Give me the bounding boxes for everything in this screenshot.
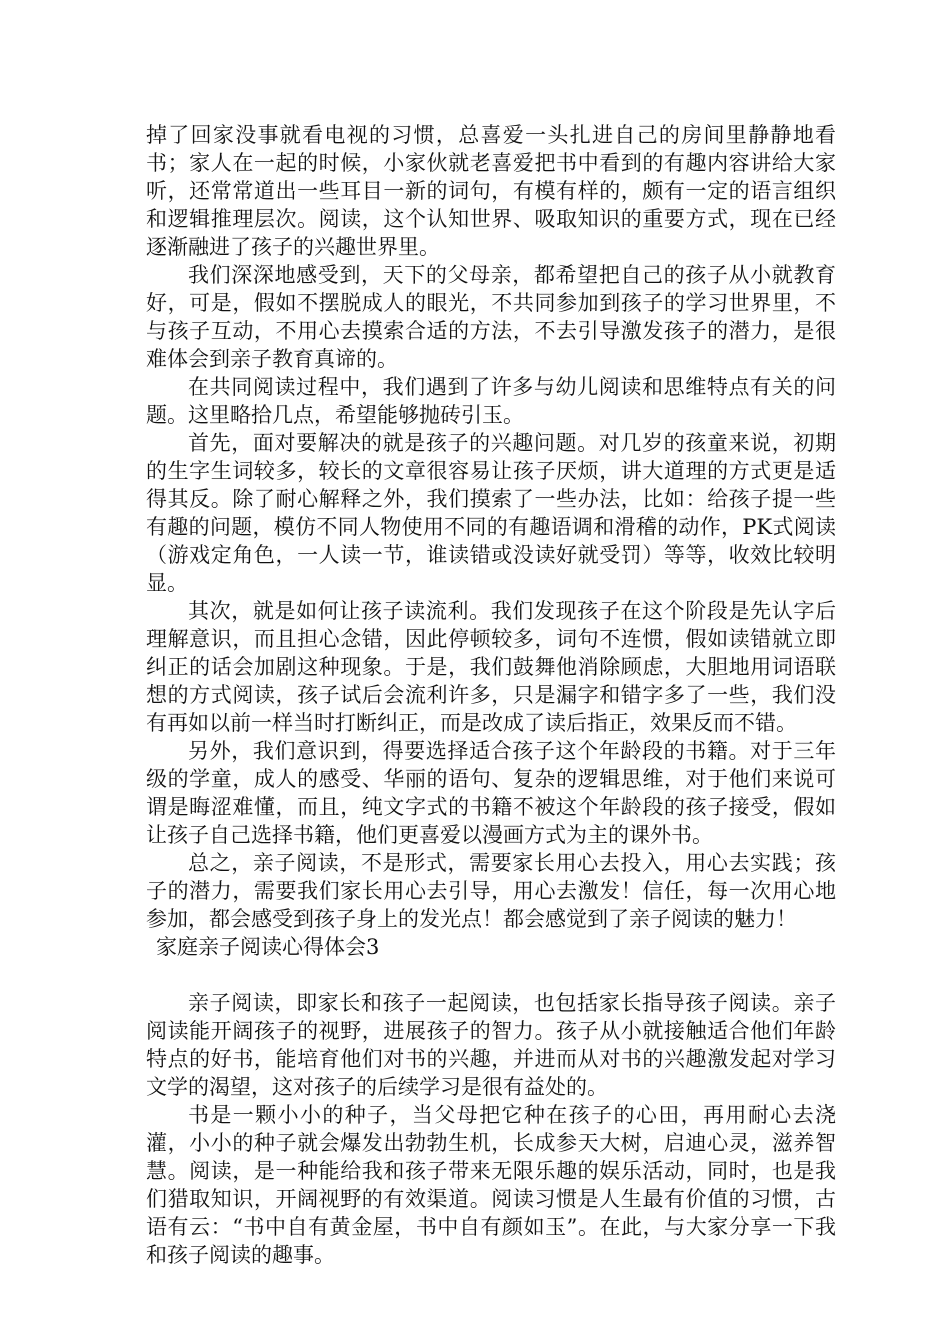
paragraph: 在共同阅读过程中，我们遇到了许多与幼儿阅读和思维特点有关的问题。这里略拾几点，希望能够抛砖引玉。 [146,375,836,427]
paragraph: 首先，面对要解决的就是孩子的兴趣问题。对几岁的孩童来说，初期的生字生词较多，较长的文章很容易让孩子厌烦，讲大道理的方式更是适得其反。除了耐心解释之外，我们摸索了一些办法，比如：给孩子提一些有趣的问题，模仿不同人物使用不同的有趣语调和滑稽的动作，PK式阅读（游戏定角色，一人读一节，谁读错或没读好就受罚）等等，收效比较明显。 [146,431,836,595]
blank-line [146,961,836,989]
paragraph: 总之，亲子阅读，不是形式，需要家长用心去投入，用心去实践；孩子的潜力，需要我们家长用心去引导，用心去激发！信任，每一次用心地参加，都会感受到孩子身上的发光点！都会感觉到了亲子阅读的魅力！ [146,851,836,931]
paragraph: 书是一颗小小的种子，当父母把它种在孩子的心田，再用耐心去浇灌，小小的种子就会爆发出勃勃生机，长成参天大树，启迪心灵，滋养智慧。阅读，是一种能给我和孩子带来无限乐趣的娱乐活动，同时，也是我们猎取知识，开阔视野的有效渠道。阅读习惯是人生最有价值的习惯，古语有云：“书中自有黄金屋，书中自有颜如玉”。在此，与大家分享一下我和孩子阅读的趣事。 [146,1103,836,1267]
section-heading: 家庭亲子阅读心得体会3 [156,935,380,959]
paragraph: 亲子阅读，即家长和孩子一起阅读，也包括家长指导孩子阅读。亲子阅读能开阔孩子的视野，进展孩子的智力。孩子从小就接触适合他们年龄特点的好书，能培育他们对书的兴趣，并进而从对书的兴趣激发起对学习文学的渴望，这对孩子的后续学习是很有益处的。 [146,991,836,1099]
paragraph: 另外，我们意识到，得要选择适合孩子这个年龄段的书籍。对于三年级的学童，成人的感受、华丽的语句、复杂的逻辑思维，对于他们来说可谓是晦涩难懂，而且，纯文字式的书籍不被这个年龄段的孩子接受，假如让孩子自己选择书籍，他们更喜爱以漫画方式为主的课外书。 [146,739,836,847]
paragraph: 我们深深地感受到，天下的父母亲，都希望把自己的孩子从小就教育好，可是，假如不摆脱成人的眼光，不共同参加到孩子的学习世界里，不与孩子互动，不用心去摸索合适的方法，不去引导激发孩子的潜力，是很难体会到亲子教育真谛的。 [146,263,836,371]
paragraph: 掉了回家没事就看电视的习惯，总喜爱一头扎进自己的房间里静静地看书；家人在一起的时候，小家伙就老喜爱把书中看到的有趣内容讲给大家听，还常常道出一些耳目一新的词句，有模有样的，颇有一定的语言组织和逻辑推理层次。阅读，这个认知世界、吸取知识的重要方式，现在已经逐渐融进了孩子的兴趣世界里。 [146,123,836,259]
paragraph: 其次，就是如何让孩子读流利。我们发现孩子在这个阶段是先认字后理解意识，而且担心念错，因此停顿较多，词句不连惯，假如读错就立即纠正的话会加剧这种现象。于是，我们鼓舞他消除顾虑，大胆地用词语联想的方式阅读，孩子试后会流利许多，只是漏字和错字多了一些，我们没有再如以前一样当时打断纠正，而是改成了读后指正，效果反而不错。 [146,599,836,735]
document-body [146,121,836,1269]
